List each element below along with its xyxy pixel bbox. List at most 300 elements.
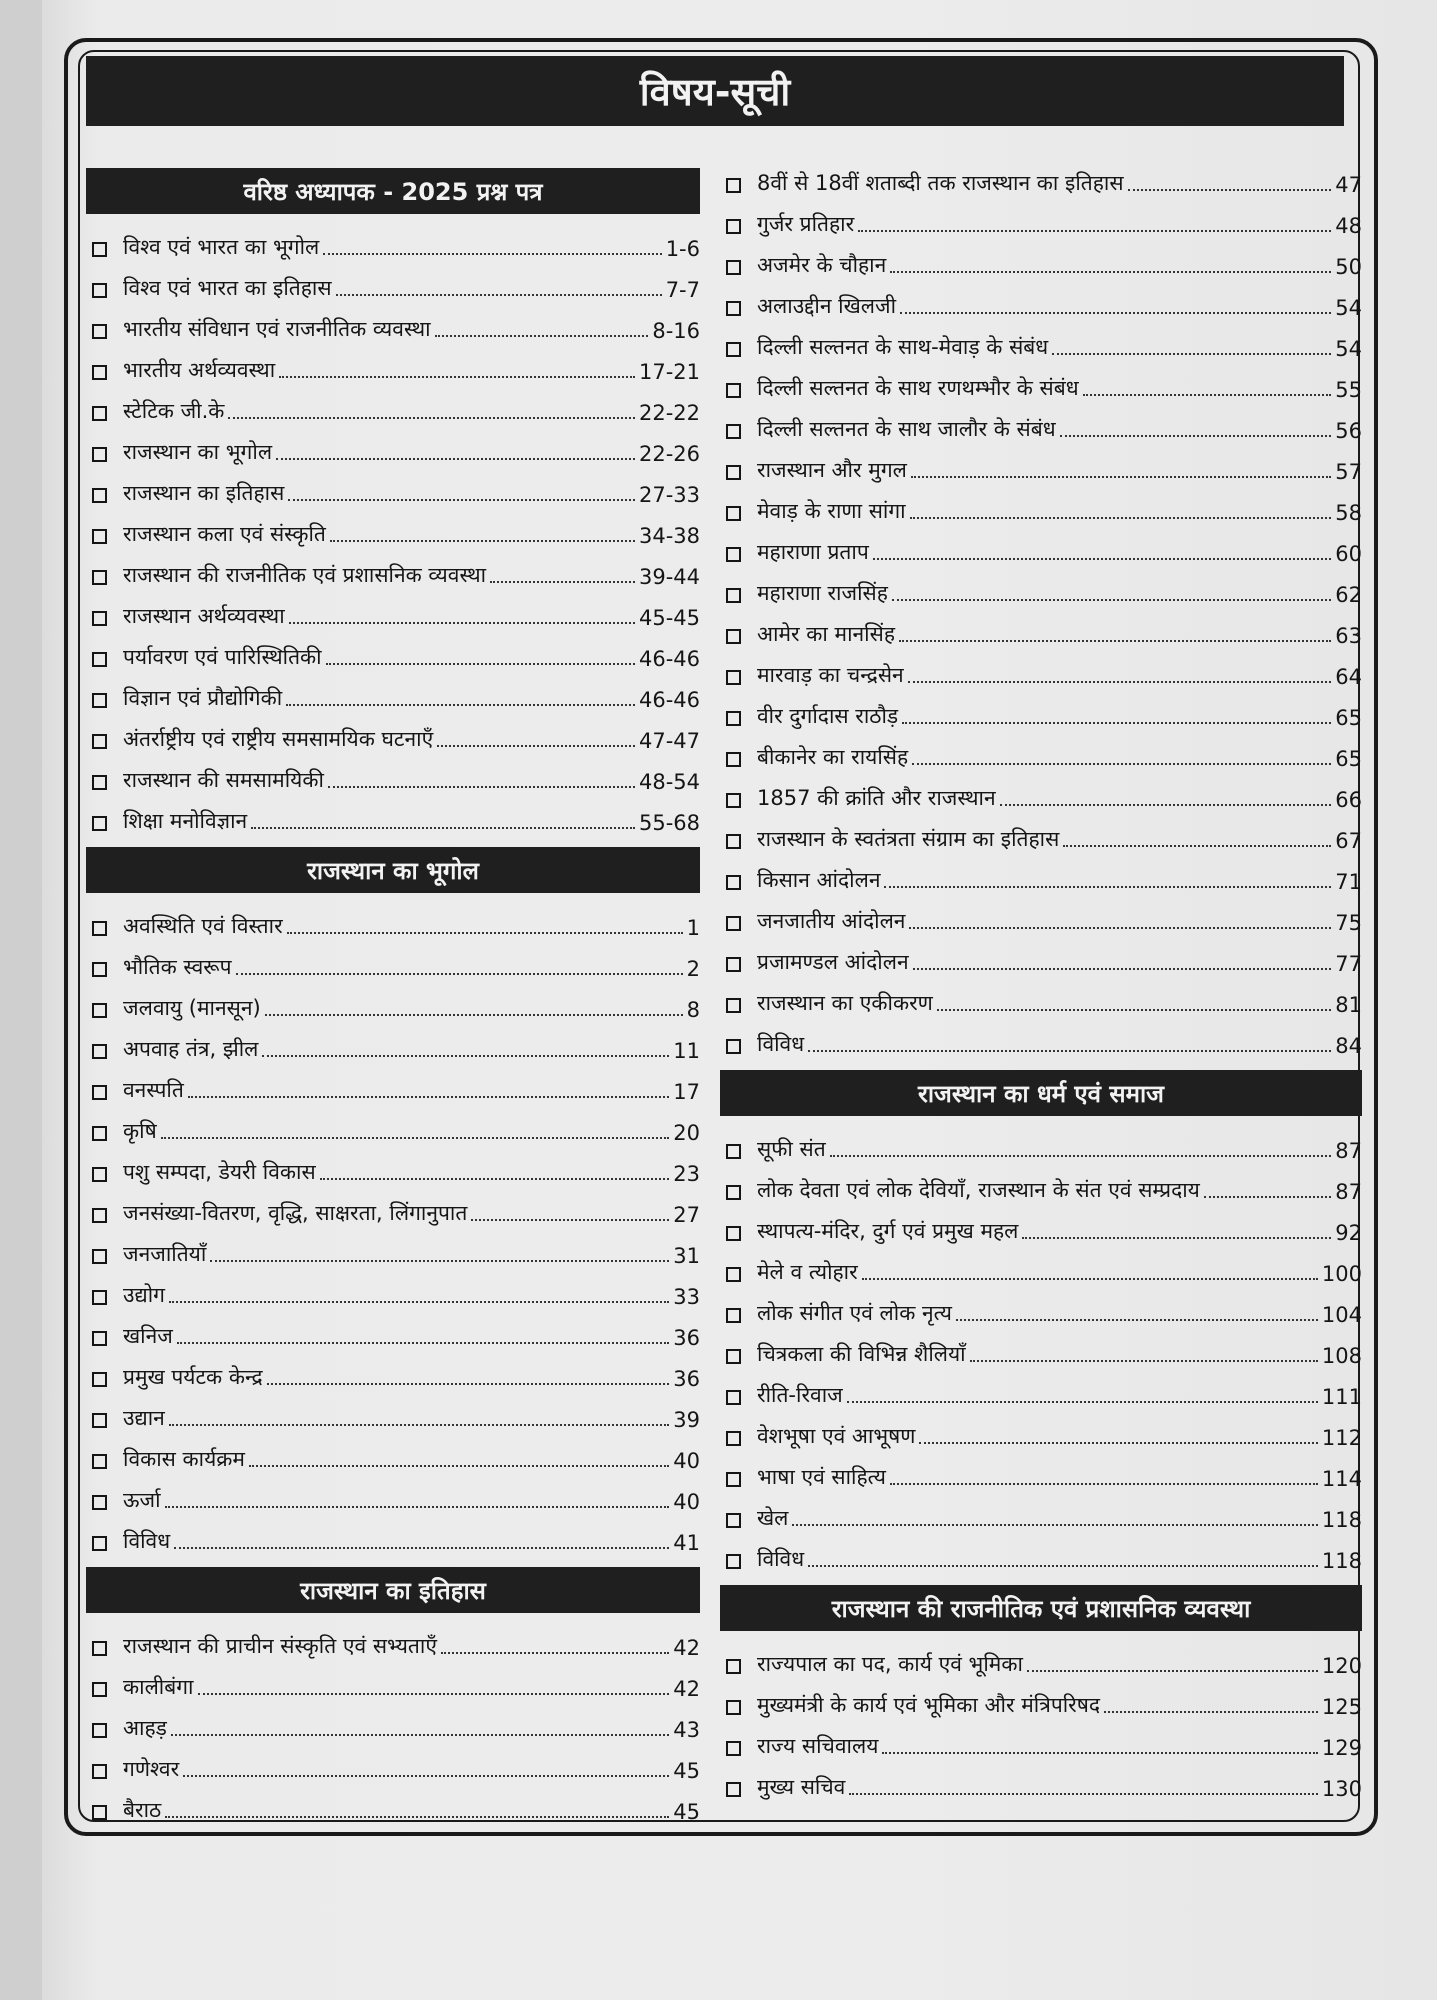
toc-entry[interactable] <box>86 1477 700 1518</box>
toc-page-number: 65 <box>1335 706 1362 730</box>
toc-entry-label: राजस्थान कला एवं संस्कृति <box>123 522 326 546</box>
toc-entry-label: राजस्थान अर्थव्यवस्था <box>123 604 285 628</box>
toc-entry[interactable] <box>86 1518 700 1559</box>
toc-entry[interactable] <box>720 488 1362 529</box>
checkbox-bullet-icon <box>726 301 741 316</box>
page-title <box>86 56 1344 126</box>
toc-page-number: 22-26 <box>638 442 700 466</box>
toc-page-number: 47-47 <box>638 729 700 753</box>
toc-page-number: 43 <box>673 1718 700 1742</box>
toc-entry[interactable] <box>720 1682 1362 1723</box>
checkbox-bullet-icon <box>726 875 741 890</box>
toc-entry[interactable] <box>720 898 1362 939</box>
toc-entry-label: राजस्थान की समसामयिकी <box>123 768 324 792</box>
checkbox-bullet-icon <box>726 1390 741 1405</box>
toc-page-number: 112 <box>1321 1426 1362 1450</box>
dot-leader <box>326 663 635 665</box>
toc-entry[interactable] <box>86 757 700 798</box>
toc-page-number: 125 <box>1321 1695 1362 1719</box>
dot-leader <box>808 1565 1318 1567</box>
checkbox-bullet-icon <box>92 447 107 462</box>
toc-entry-label: 1857 की क्रांति और राजस्थान <box>757 786 996 810</box>
dot-leader <box>1204 1196 1331 1198</box>
dot-leader <box>490 581 635 583</box>
toc-entry-label: गुर्जर प्रतिहार <box>757 212 855 236</box>
checkbox-bullet-icon <box>726 916 741 931</box>
toc-page-number: 40 <box>673 1449 700 1473</box>
toc-page-number: 34-38 <box>638 524 700 548</box>
toc-entry-label: मारवाड़ का चन्द्रसेन <box>757 663 904 687</box>
toc-page-number: 130 <box>1321 1777 1362 1801</box>
dot-leader <box>441 1652 669 1654</box>
checkbox-bullet-icon <box>92 1208 107 1223</box>
checkbox-bullet-icon <box>92 529 107 544</box>
toc-entry-label: वीर दुर्गादास राठौड़ <box>757 704 899 728</box>
toc-page-number: 92 <box>1335 1221 1362 1245</box>
toc-page-number: 45-45 <box>638 606 700 630</box>
toc-page-number: 71 <box>1335 870 1362 894</box>
toc-entry-label: अवस्थिति एवं विस्तार <box>123 914 283 938</box>
dot-leader <box>287 932 683 934</box>
toc-entry[interactable] <box>86 716 700 757</box>
checkbox-bullet-icon <box>92 1290 107 1305</box>
toc-entry[interactable] <box>720 201 1362 242</box>
toc-entry[interactable] <box>86 1436 700 1477</box>
checkbox-bullet-icon <box>92 962 107 977</box>
toc-page-number: 36 <box>673 1367 700 1391</box>
toc-page-number: 62 <box>1335 583 1362 607</box>
toc-entry-label: जनजातियाँ <box>123 1242 207 1266</box>
checkbox-bullet-icon <box>92 283 107 298</box>
page-title-text: विषय-सूची <box>639 70 791 114</box>
checkbox-bullet-icon <box>92 693 107 708</box>
toc-entry[interactable] <box>720 242 1362 283</box>
checkbox-bullet-icon <box>92 488 107 503</box>
checkbox-bullet-icon <box>726 1039 741 1054</box>
toc-entry[interactable] <box>86 903 700 944</box>
toc-entry[interactable] <box>86 1664 700 1705</box>
checkbox-bullet-icon <box>726 957 741 972</box>
toc-entry[interactable] <box>720 693 1362 734</box>
dot-leader <box>330 540 635 542</box>
checkbox-bullet-icon <box>726 1144 741 1159</box>
toc-entry[interactable] <box>86 675 700 716</box>
toc-entry[interactable] <box>720 775 1362 816</box>
toc-page-number: 42 <box>673 1677 700 1701</box>
checkbox-bullet-icon <box>726 1185 741 1200</box>
toc-entry-label: उद्यान <box>123 1406 165 1430</box>
checkbox-bullet-icon <box>726 793 741 808</box>
toc-entry-label: 8वीं से 18वीं शताब्दी तक राजस्थान का इतिहास <box>757 171 1124 195</box>
dot-leader <box>198 1693 670 1695</box>
checkbox-bullet-icon <box>726 1267 741 1282</box>
toc-entry-label: लोक संगीत एवं लोक नृत्य <box>757 1301 952 1325</box>
toc-page-number: 40 <box>673 1490 700 1514</box>
toc-entry[interactable] <box>720 1290 1362 1331</box>
toc-page-number: 17 <box>673 1080 700 1104</box>
dot-leader <box>320 1178 670 1180</box>
checkbox-bullet-icon <box>726 1659 741 1674</box>
toc-entry[interactable] <box>720 1021 1362 1062</box>
toc-entry-label: अलाउद्दीन खिलजी <box>757 294 897 318</box>
dot-leader <box>912 763 1331 765</box>
toc-entry[interactable] <box>720 324 1362 365</box>
toc-entry-label: विविध <box>123 1529 171 1553</box>
toc-entry-label: मुख्य सचिव <box>757 1775 846 1799</box>
dot-leader <box>1128 189 1332 191</box>
toc-entry[interactable] <box>720 1454 1362 1495</box>
toc-entry-label: दिल्ली सल्तनत के साथ रणथम्भौर के संबंध <box>757 376 1079 400</box>
toc-entry[interactable] <box>86 1705 700 1746</box>
toc-entry-label: लोक देवता एवं लोक देवियाँ, राजस्थान के संत एवं सम्प्रदाय <box>757 1178 1200 1202</box>
toc-entry-label: दिल्ली सल्तनत के साथ-मेवाड़ के संबंध <box>757 335 1049 359</box>
toc-entry[interactable] <box>720 1495 1362 1536</box>
toc-entry[interactable] <box>86 1313 700 1354</box>
right-column <box>720 160 1362 1805</box>
toc-page-number: 66 <box>1335 788 1362 812</box>
checkbox-bullet-icon <box>92 1682 107 1697</box>
toc-entry[interactable] <box>86 1231 700 1272</box>
toc-entry-label: खनिज <box>123 1324 173 1348</box>
toc-page-number: 50 <box>1335 255 1362 279</box>
dot-leader <box>849 1793 1318 1795</box>
toc-entry[interactable] <box>86 224 700 265</box>
checkbox-bullet-icon <box>92 1536 107 1551</box>
toc-entry-label: प्रजामण्डल आंदोलन <box>757 950 909 974</box>
toc-entry[interactable] <box>86 265 700 306</box>
toc-page-number: 20 <box>673 1121 700 1145</box>
checkbox-bullet-icon <box>92 1723 107 1738</box>
checkbox-bullet-icon <box>92 734 107 749</box>
toc-entry-label: किसान आंदोलन <box>757 868 881 892</box>
toc-entry[interactable] <box>86 1108 700 1149</box>
dot-leader <box>276 458 635 460</box>
checkbox-bullet-icon <box>726 1782 741 1797</box>
toc-entry[interactable] <box>86 470 700 511</box>
toc-entry[interactable] <box>86 306 700 347</box>
dot-leader <box>882 1752 1318 1754</box>
checkbox-bullet-icon <box>726 1308 741 1323</box>
toc-entry[interactable] <box>86 429 700 470</box>
toc-entry[interactable] <box>86 1395 700 1436</box>
toc-entry[interactable] <box>720 529 1362 570</box>
toc-entry[interactable] <box>86 552 700 593</box>
toc-entry[interactable] <box>720 980 1362 1021</box>
toc-entry[interactable] <box>720 939 1362 980</box>
checkbox-bullet-icon <box>726 219 741 234</box>
toc-entry-label: ऊर्जा <box>123 1488 161 1512</box>
dot-leader <box>899 640 1331 642</box>
dot-leader <box>858 230 1331 232</box>
toc-entry[interactable] <box>720 816 1362 857</box>
toc-entry[interactable] <box>720 1723 1362 1764</box>
toc-page-number: 22-22 <box>638 401 700 425</box>
toc-entry-label: विज्ञान एवं प्रौद्योगिकी <box>123 686 283 710</box>
toc-entry[interactable] <box>86 1787 700 1828</box>
checkbox-bullet-icon <box>92 1495 107 1510</box>
dot-leader <box>323 253 661 255</box>
toc-entry-label: महाराणा राजसिंह <box>757 581 888 605</box>
toc-page-number: 27-33 <box>638 483 700 507</box>
dot-leader <box>1000 804 1332 806</box>
dot-leader <box>1104 1711 1318 1713</box>
checkbox-bullet-icon <box>92 406 107 421</box>
dot-leader <box>169 1424 669 1426</box>
toc-page-number: 60 <box>1335 542 1362 566</box>
toc-entry[interactable] <box>86 511 700 552</box>
toc-entry-label: उद्योग <box>123 1283 165 1307</box>
dot-leader <box>236 973 683 975</box>
toc-entry-label: अंतर्राष्ट्रीय एवं राष्ट्रीय समसामयिक घटनाएँ <box>123 727 434 751</box>
toc-entry-label: विकास कार्यक्रम <box>123 1447 245 1471</box>
toc-page-number: 1 <box>686 916 700 940</box>
dot-leader <box>251 827 635 829</box>
toc-entry-label: खेल <box>757 1506 789 1530</box>
toc-entry[interactable] <box>720 570 1362 611</box>
dot-leader <box>210 1260 669 1262</box>
checkbox-bullet-icon <box>726 834 741 849</box>
dot-leader <box>970 1360 1318 1362</box>
toc-entry[interactable] <box>720 734 1362 775</box>
checkbox-bullet-icon <box>92 1331 107 1346</box>
toc-entry-label: राज्य सचिवालय <box>757 1734 879 1758</box>
toc-entry[interactable] <box>86 1026 700 1067</box>
toc-entry-label: रीति-रिवाज <box>757 1383 843 1407</box>
toc-entry[interactable] <box>86 944 700 985</box>
toc-page-number: 1-6 <box>665 237 700 261</box>
toc-entry[interactable] <box>720 1641 1362 1682</box>
toc-page-number: 41 <box>673 1531 700 1555</box>
dot-leader <box>1083 394 1332 396</box>
toc-entry[interactable] <box>720 447 1362 488</box>
checkbox-bullet-icon <box>92 816 107 831</box>
checkbox-bullet-icon <box>726 670 741 685</box>
toc-page-number: 48-54 <box>638 770 700 794</box>
toc-page-number: 33 <box>673 1285 700 1309</box>
toc-page-number: 17-21 <box>638 360 700 384</box>
dot-leader <box>873 558 1332 560</box>
toc-entry-label: राजस्थान का भूगोल <box>123 440 273 464</box>
toc-entry[interactable] <box>86 634 700 675</box>
dot-leader <box>1022 1237 1331 1239</box>
toc-entry[interactable] <box>86 1190 700 1231</box>
toc-entry[interactable] <box>720 857 1362 898</box>
checkbox-bullet-icon <box>92 775 107 790</box>
checkbox-bullet-icon <box>92 611 107 626</box>
dot-leader <box>177 1342 669 1344</box>
toc-entry[interactable] <box>720 406 1362 447</box>
dot-leader <box>937 1009 1331 1011</box>
toc-entry[interactable] <box>86 388 700 429</box>
toc-page-number: 54 <box>1335 296 1362 320</box>
toc-entry[interactable] <box>86 1067 700 1108</box>
toc-page-number: 47 <box>1335 173 1362 197</box>
checkbox-bullet-icon <box>726 1226 741 1241</box>
checkbox-bullet-icon <box>726 342 741 357</box>
checkbox-bullet-icon <box>92 652 107 667</box>
dot-leader <box>471 1219 669 1221</box>
checkbox-bullet-icon <box>92 1413 107 1428</box>
toc-entry-label: राजस्थान की राजनीतिक एवं प्रशासनिक व्यवस्था <box>123 563 487 587</box>
toc-entry[interactable] <box>720 611 1362 652</box>
toc-entry[interactable] <box>720 1536 1362 1577</box>
toc-page-number: 63 <box>1335 624 1362 648</box>
checkbox-bullet-icon <box>92 1805 107 1820</box>
toc-entry[interactable] <box>86 985 700 1026</box>
dot-leader <box>913 968 1332 970</box>
checkbox-bullet-icon <box>726 383 741 398</box>
toc-entry[interactable] <box>720 365 1362 406</box>
dot-leader <box>165 1506 670 1508</box>
section-heading: राजस्थान की राजनीतिक एवं प्रशासनिक व्यवस्था <box>720 1585 1362 1631</box>
toc-entry[interactable] <box>86 798 700 839</box>
checkbox-bullet-icon <box>92 570 107 585</box>
dot-leader <box>174 1547 669 1549</box>
toc-page-number: 39-44 <box>638 565 700 589</box>
toc-entry-label: मुख्यमंत्री के कार्य एवं भूमिका और मंत्रिपरिषद <box>757 1693 1101 1717</box>
checkbox-bullet-icon <box>92 1003 107 1018</box>
toc-entry[interactable] <box>720 1167 1362 1208</box>
checkbox-bullet-icon <box>92 1641 107 1656</box>
checkbox-bullet-icon <box>726 711 741 726</box>
toc-entry[interactable] <box>720 160 1362 201</box>
checkbox-bullet-icon <box>726 506 741 521</box>
checkbox-bullet-icon <box>726 1513 741 1528</box>
toc-entry[interactable] <box>86 1623 700 1664</box>
checkbox-bullet-icon <box>726 998 741 1013</box>
toc-entry[interactable] <box>86 1746 700 1787</box>
toc-entry[interactable] <box>86 593 700 634</box>
toc-entry-label: विश्व एवं भारत का भूगोल <box>123 235 320 259</box>
toc-entry-label: वनस्पति <box>123 1078 184 1102</box>
toc-entry-label: स्टेटिक जी.के <box>123 399 225 423</box>
dot-leader <box>161 1137 670 1139</box>
toc-entry[interactable] <box>720 1372 1362 1413</box>
toc-entry-label: कृषि <box>123 1119 157 1143</box>
toc-page-number: 129 <box>1321 1736 1362 1760</box>
toc-page-number: 23 <box>673 1162 700 1186</box>
toc-entry[interactable] <box>86 1272 700 1313</box>
toc-page-number: 75 <box>1335 911 1362 935</box>
checkbox-bullet-icon <box>726 465 741 480</box>
dot-leader <box>908 681 1332 683</box>
toc-entry[interactable] <box>720 1331 1362 1372</box>
toc-entry-label: विविध <box>757 1032 805 1056</box>
toc-page-number: 7-7 <box>665 278 700 302</box>
dot-leader <box>890 271 1331 273</box>
checkbox-bullet-icon <box>726 588 741 603</box>
toc-entry[interactable] <box>86 1354 700 1395</box>
checkbox-bullet-icon <box>726 547 741 562</box>
dot-leader <box>265 1014 683 1016</box>
toc-entry-label: अपवाह तंत्र, झील <box>123 1037 259 1061</box>
toc-entry-label: जलवायु (मानसून) <box>123 996 261 1020</box>
toc-entry-label: सूफी संत <box>757 1137 826 1161</box>
toc-entry-label: भाषा एवं साहित्य <box>757 1465 886 1489</box>
toc-entry[interactable] <box>86 347 700 388</box>
toc-page-number: 8 <box>686 998 700 1022</box>
toc-page-number: 39 <box>673 1408 700 1432</box>
toc-entry-label: बीकानेर का रायसिंह <box>757 745 909 769</box>
checkbox-bullet-icon <box>726 1554 741 1569</box>
dot-leader <box>437 745 635 747</box>
checkbox-bullet-icon <box>726 178 741 193</box>
toc-entry[interactable] <box>720 1208 1362 1249</box>
toc-page-number: 84 <box>1335 1034 1362 1058</box>
toc-page-number: 111 <box>1321 1385 1362 1409</box>
toc-entry-label: स्थापत्य-मंदिर, दुर्ग एवं प्रमुख महल <box>757 1219 1019 1243</box>
toc-page-number: 48 <box>1335 214 1362 238</box>
checkbox-bullet-icon <box>726 1472 741 1487</box>
toc-page-number: 114 <box>1321 1467 1362 1491</box>
toc-page-number: 81 <box>1335 993 1362 1017</box>
checkbox-bullet-icon <box>92 1249 107 1264</box>
dot-leader <box>267 1383 670 1385</box>
toc-page-number: 100 <box>1321 1262 1362 1286</box>
toc-entry-label: आहड़ <box>123 1716 167 1740</box>
dot-leader <box>288 499 635 501</box>
dot-leader <box>228 417 635 419</box>
toc-entry-label: जनजातीय आंदोलन <box>757 909 906 933</box>
checkbox-bullet-icon <box>92 1764 107 1779</box>
toc-entry[interactable] <box>720 1413 1362 1454</box>
toc-entry[interactable] <box>720 652 1362 693</box>
section-heading: राजस्थान का भूगोल <box>86 847 700 893</box>
toc-entry-label: राजस्थान का इतिहास <box>123 481 285 505</box>
dot-leader <box>1052 353 1331 355</box>
toc-entry-label: राजस्थान का एकीकरण <box>757 991 933 1015</box>
toc-entry[interactable] <box>720 1249 1362 1290</box>
dot-leader <box>165 1816 669 1818</box>
checkbox-bullet-icon <box>92 1454 107 1469</box>
toc-page-number: 46-46 <box>638 647 700 671</box>
checkbox-bullet-icon <box>92 1167 107 1182</box>
toc-entry-label: राजस्थान के स्वतंत्रता संग्राम का इतिहास <box>757 827 1060 851</box>
toc-page-number: 36 <box>673 1326 700 1350</box>
toc-entry-label: भारतीय अर्थव्यवस्था <box>123 358 276 382</box>
dot-leader <box>902 722 1331 724</box>
dot-leader <box>1027 1670 1318 1672</box>
toc-page-number: 67 <box>1335 829 1362 853</box>
checkbox-bullet-icon <box>726 752 741 767</box>
toc-page-number: 120 <box>1321 1654 1362 1678</box>
toc-entry-label: महाराणा प्रताप <box>757 540 869 564</box>
toc-page-number: 55 <box>1335 378 1362 402</box>
toc-entry[interactable] <box>720 1764 1362 1805</box>
checkbox-bullet-icon <box>92 324 107 339</box>
dot-leader <box>956 1319 1318 1321</box>
toc-page-number: 58 <box>1335 501 1362 525</box>
toc-entry-label: प्रमुख पर्यटक केन्द्र <box>123 1365 263 1389</box>
checkbox-bullet-icon <box>92 365 107 380</box>
checkbox-bullet-icon <box>726 1431 741 1446</box>
toc-entry[interactable] <box>86 1149 700 1190</box>
toc-entry-label: वेशभूषा एवं आभूषण <box>757 1424 916 1448</box>
dot-leader <box>262 1055 669 1057</box>
toc-entry[interactable] <box>720 283 1362 324</box>
checkbox-bullet-icon <box>726 260 741 275</box>
toc-entry-label: विविध <box>757 1547 805 1571</box>
toc-entry-label: चित्रकला की विभिन्न शैलियाँ <box>757 1342 966 1366</box>
section-heading: राजस्थान का धर्म एवं समाज <box>720 1070 1362 1116</box>
toc-page-number: 118 <box>1321 1508 1362 1532</box>
checkbox-bullet-icon <box>726 1349 741 1364</box>
toc-entry[interactable] <box>720 1126 1362 1167</box>
toc-page-number: 27 <box>673 1203 700 1227</box>
toc-entry-label: दिल्ली सल्तनत के साथ जालौर के संबंध <box>757 417 1056 441</box>
toc-entry-label: भारतीय संविधान एवं राजनीतिक व्यवस्था <box>123 317 431 341</box>
dot-leader <box>862 1278 1318 1280</box>
